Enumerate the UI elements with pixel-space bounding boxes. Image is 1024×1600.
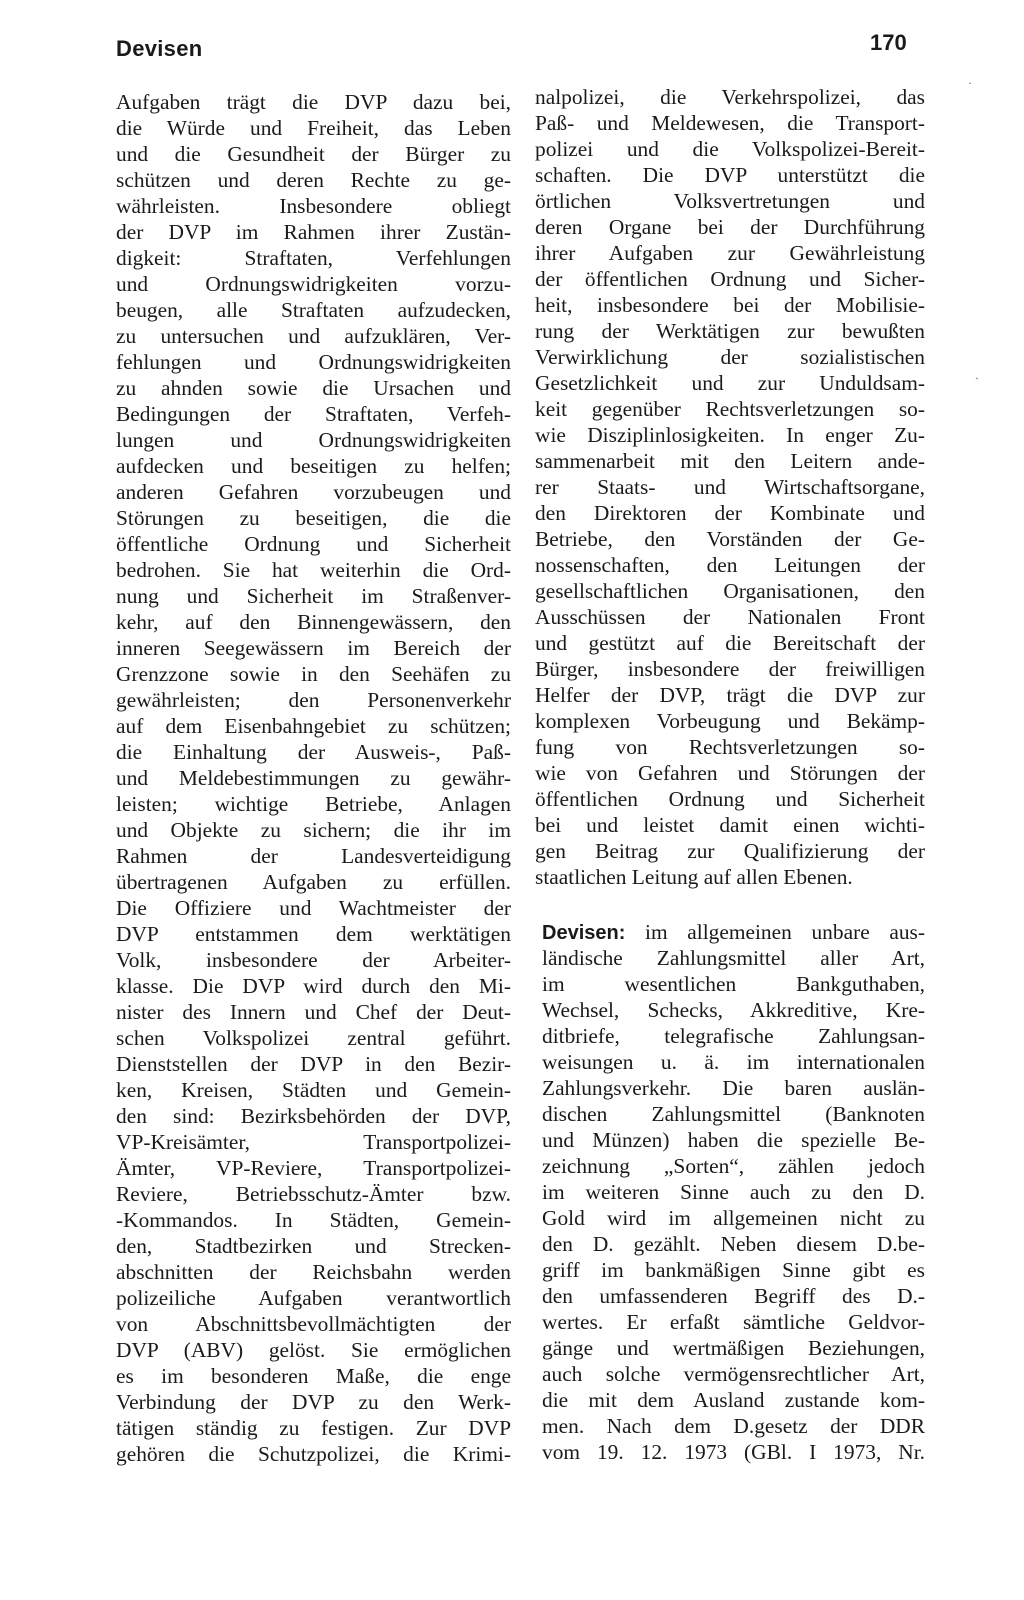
left-column-line: zu untersuchen und aufzuklären, Ver- bbox=[116, 324, 511, 348]
entry-line: im wesentlichen Bankguthaben, bbox=[542, 972, 925, 996]
entry-line: weisungen u. ä. im internationalen bbox=[542, 1050, 925, 1074]
left-column-line: Rahmen der Landesverteidigung bbox=[116, 844, 511, 868]
right-column-line: rung der Werktätigen zur bewußten bbox=[535, 319, 925, 343]
entry-line: wertes. Er erfaßt sämtliche Geldvor- bbox=[542, 1310, 925, 1334]
left-column-line: ken, Kreisen, Städten und Gemein- bbox=[116, 1078, 511, 1102]
left-column-line: Grenzzone sowie in den Seehäfen zu bbox=[116, 662, 511, 686]
left-column-line: -Kommandos. In Städten, Gemein- bbox=[116, 1208, 511, 1232]
entry-first-line-text: im allgemeinen unbare aus- bbox=[645, 920, 925, 944]
left-column-line: klasse. Die DVP wird durch den Mi- bbox=[116, 974, 511, 998]
entry-line: ditbriefe, telegrafische Zahlungsan- bbox=[542, 1024, 925, 1048]
right-column-line: ihrer Aufgaben zur Gewährleistung bbox=[535, 241, 925, 265]
left-column-line: kehr, auf den Binnengewässern, den bbox=[116, 610, 511, 634]
right-column-line: Helfer der DVP, trägt die DVP zur bbox=[535, 683, 925, 707]
right-column-line: wie von Gefahren und Störungen der bbox=[535, 761, 925, 785]
left-column-line: schützen und deren Rechte zu ge- bbox=[116, 168, 511, 192]
left-column-line: aufdecken und beseitigen zu helfen; bbox=[116, 454, 511, 478]
left-column-line: abschnitten der Reichsbahn werden bbox=[116, 1260, 511, 1284]
right-column-line: heit, insbesondere bei der Mobilisie- bbox=[535, 293, 925, 317]
entry-line: men. Nach dem D.gesetz der DDR bbox=[542, 1414, 925, 1438]
right-column-line: gen Beitrag zur Qualifizierung der bbox=[535, 839, 925, 863]
left-column-line: bedrohen. Sie hat weiterhin die Ord- bbox=[116, 558, 511, 582]
entry-line: auch solche vermögensrechtlicher Art, bbox=[542, 1362, 925, 1386]
right-column-line: deren Organe bei der Durchführung bbox=[535, 215, 925, 239]
right-column-line: nossenschaften, den Leitungen der bbox=[535, 553, 925, 577]
left-column-line: es im besonderen Maße, die enge bbox=[116, 1364, 511, 1388]
right-column-line: staatlichen Leitung auf allen Ebenen. bbox=[535, 865, 853, 889]
margin-speck: ˎ bbox=[975, 366, 979, 380]
left-column-line: fehlungen und Ordnungswidrigkeiten bbox=[116, 350, 511, 374]
right-column-line: polizei und die Volkspolizei-Bereit- bbox=[535, 137, 925, 161]
left-column-line: übertragenen Aufgaben zu erfüllen. bbox=[116, 870, 511, 894]
left-column-line: die Würde und Freiheit, das Leben bbox=[116, 116, 511, 140]
right-column-line: Ausschüssen der Nationalen Front bbox=[535, 605, 925, 629]
right-column-line: komplexen Vorbeugung und Bekämp- bbox=[535, 709, 925, 733]
left-column-line: die Einhaltung der Ausweis-, Paß- bbox=[116, 740, 511, 764]
right-column-line: schaften. Die DVP unterstützt die bbox=[535, 163, 925, 187]
right-column-line: und gestützt auf die Bereitschaft der bbox=[535, 631, 925, 655]
right-column-line: der öffentlichen Ordnung und Sicher- bbox=[535, 267, 925, 291]
left-column-line: und Meldebestimmungen zu gewähr- bbox=[116, 766, 511, 790]
entry-line: und Münzen) haben die spezielle Be- bbox=[542, 1128, 925, 1152]
left-column-line: leisten; wichtige Betriebe, Anlagen bbox=[116, 792, 511, 816]
left-column-line: schen Volkspolizei zentral geführt. bbox=[116, 1026, 511, 1050]
right-column bbox=[535, 84, 925, 890]
left-column-line: VP-Kreisämter, Transportpolizei- bbox=[116, 1130, 511, 1154]
left-column-line: nung und Sicherheit im Straßenver- bbox=[116, 584, 511, 608]
right-column-line: rer Staats- und Wirtschaftsorgane, bbox=[535, 475, 925, 499]
right-column-line: örtlichen Volksvertretungen und bbox=[535, 189, 925, 213]
right-column-line: den Direktoren der Kombinate und bbox=[535, 501, 925, 525]
left-column-line: tätigen ständig zu festigen. Zur DVP bbox=[116, 1416, 511, 1440]
right-column-line: gesellschaftlichen Organisationen, den bbox=[535, 579, 925, 603]
left-column-line: beugen, alle Straftaten aufzudecken, bbox=[116, 298, 511, 322]
entry-line: Gold wird im allgemeinen nicht zu bbox=[542, 1206, 925, 1230]
right-column-line: Gesetzlichkeit und zur Unduldsam- bbox=[535, 371, 925, 395]
left-column-line: und die Gesundheit der Bürger zu bbox=[116, 142, 511, 166]
right-column-line: keit gegenüber Rechtsverletzungen so- bbox=[535, 397, 925, 421]
entry-line: dischen Zahlungsmittel (Banknoten bbox=[542, 1102, 925, 1126]
left-column-line: gewährleisten; den Personenverkehr bbox=[116, 688, 511, 712]
left-column-line: Volk, insbesondere der Arbeiter- bbox=[116, 948, 511, 972]
left-column-line: und Ordnungswidrigkeiten vorzu- bbox=[116, 272, 511, 296]
left-column-line: zu ahnden sowie die Ursachen und bbox=[116, 376, 511, 400]
left-column-line: nister des Innern und Chef der Deut- bbox=[116, 1000, 511, 1024]
left-column-line: und Objekte zu sichern; die ihr im bbox=[116, 818, 511, 842]
devisen-entry bbox=[542, 919, 925, 1465]
entry-line: die mit dem Ausland zustande kom- bbox=[542, 1388, 925, 1412]
left-column-line: Reviere, Betriebsschutz-Ämter bzw. bbox=[116, 1182, 511, 1206]
left-column bbox=[116, 89, 511, 1467]
left-column-line: Die Offiziere und Wachtmeister der bbox=[116, 896, 511, 920]
entry-line: den D. gezählt. Neben diesem D.be- bbox=[542, 1232, 925, 1256]
left-column-line: währleisten. Insbesondere obliegt bbox=[116, 194, 511, 218]
left-column-line: Störungen zu beseitigen, die die bbox=[116, 506, 511, 530]
left-column-line: den sind: Bezirksbehörden der DVP, bbox=[116, 1104, 511, 1128]
left-column-line: DVP entstammen dem werktätigen bbox=[116, 922, 511, 946]
left-column-line: der DVP im Rahmen ihrer Zustän- bbox=[116, 220, 511, 244]
entry-line: zeichnung „Sorten“, zählen jedoch bbox=[542, 1154, 925, 1178]
left-column-line: öffentliche Ordnung und Sicherheit bbox=[116, 532, 511, 556]
right-column-line: bei und leistet damit einen wichti- bbox=[535, 813, 925, 837]
entry-line: ländische Zahlungsmittel aller Art, bbox=[542, 946, 925, 970]
right-column-line: öffentlichen Ordnung und Sicherheit bbox=[535, 787, 925, 811]
left-column-line: Aufgaben trägt die DVP dazu bei, bbox=[116, 90, 511, 114]
page-number: 170 bbox=[870, 30, 907, 55]
left-column-line: Bedingungen der Straftaten, Verfeh- bbox=[116, 402, 511, 426]
left-column-line: lungen und Ordnungswidrigkeiten bbox=[116, 428, 511, 452]
entry-line: den umfassenderen Begriff des D.- bbox=[542, 1284, 925, 1308]
right-column-line: sammenarbeit mit den Leitern ande- bbox=[535, 449, 925, 473]
right-column-line: Paß- und Meldewesen, die Transport- bbox=[535, 111, 925, 135]
right-column-line: fung von Rechtsverletzungen so- bbox=[535, 735, 925, 759]
left-column-line: polizeiliche Aufgaben verantwortlich bbox=[116, 1286, 511, 1310]
right-column-line: nalpolizei, die Verkehrspolizei, das bbox=[535, 85, 925, 109]
left-column-line: digkeit: Straftaten, Verfehlungen bbox=[116, 246, 511, 270]
entry-line: griff im bankmäßigen Sinne gibt es bbox=[542, 1258, 925, 1282]
left-column-line: Ämter, VP-Reviere, Transportpolizei- bbox=[116, 1156, 511, 1180]
right-column-line: Betriebe, den Vorständen der Ge- bbox=[535, 527, 925, 551]
left-column-line: inneren Seegewässern im Bereich der bbox=[116, 636, 511, 660]
left-column-line: gehören die Schutzpolizei, die Krimi- bbox=[116, 1442, 511, 1466]
left-column-line: von Abschnittsbevollmächtigten der bbox=[116, 1312, 511, 1336]
right-column-line: Bürger, insbesondere der freiwilligen bbox=[535, 657, 925, 681]
left-column-line: auf dem Eisenbahngebiet zu schützen; bbox=[116, 714, 511, 738]
left-column-line: anderen Gefahren vorzubeugen und bbox=[116, 480, 511, 504]
left-column-line: den, Stadtbezirken und Strecken- bbox=[116, 1234, 511, 1258]
right-column-line: Verwirklichung der sozialistischen bbox=[535, 345, 925, 369]
entry-line: gänge und wertmäßigen Beziehungen, bbox=[542, 1336, 925, 1360]
left-column-line: Verbindung der DVP zu den Werk- bbox=[116, 1390, 511, 1414]
entry-line: Wechsel, Schecks, Akkreditive, Kre- bbox=[542, 998, 925, 1022]
entry-headword: Devisen: bbox=[542, 922, 626, 944]
left-column-line: DVP (ABV) gelöst. Sie ermöglichen bbox=[116, 1338, 511, 1362]
entry-line: im weiteren Sinne auch zu den D. bbox=[542, 1180, 925, 1204]
entry-first-line bbox=[542, 919, 925, 945]
left-column-line: Dienststellen der DVP in den Bezir- bbox=[116, 1052, 511, 1076]
entry-line: vom 19. 12. 1973 (GBl. I 1973, Nr. bbox=[542, 1440, 925, 1464]
right-column-line: wie Disziplinlosigkeiten. In enger Zu- bbox=[535, 423, 925, 447]
running-head: Devisen bbox=[116, 36, 203, 61]
margin-speck: · bbox=[968, 76, 972, 90]
entry-line: Zahlungsverkehr. Die baren auslän- bbox=[542, 1076, 925, 1100]
